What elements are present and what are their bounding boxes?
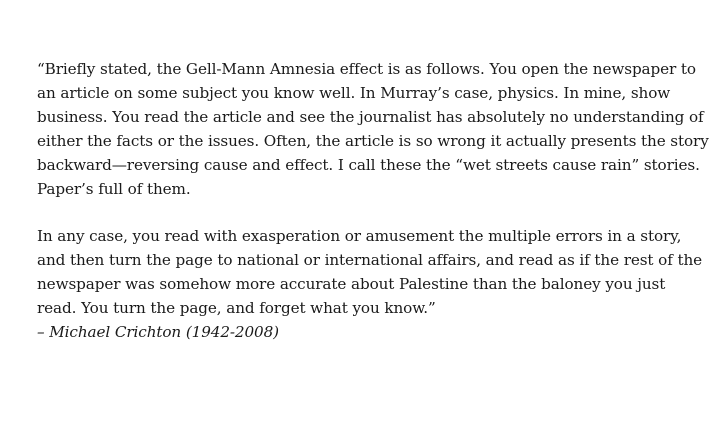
quote-paragraph-2-group bbox=[37, 225, 709, 345]
quote-paragraph-2: In any case, you read with exasperation or amusement the multiple errors in a story, and then turn the page to national or international affairs, and read as if the rest of the newspaper was somehow more accurate about Palestine than the baloney you just read. You turn the page, and forget what you know.” bbox=[37, 226, 703, 317]
quote-attribution: – Michael Crichton (1942-2008) bbox=[37, 322, 280, 341]
quote-paragraph-1: “Briefly stated, the Gell-Mann Amnesia effect is as follows. You open the newspaper to an article on some subject you know well. In Murray’s case, physics. In mine, show business. You read the article and see the journalist has absolutely no understanding of either the facts or the issues. Often, the article is so wrong it actually presents the story backward—reversing cause and effect. I call these the “wet streets cause rain” stories. Paper’s full of them. bbox=[37, 60, 709, 198]
quote-block bbox=[37, 58, 709, 344]
